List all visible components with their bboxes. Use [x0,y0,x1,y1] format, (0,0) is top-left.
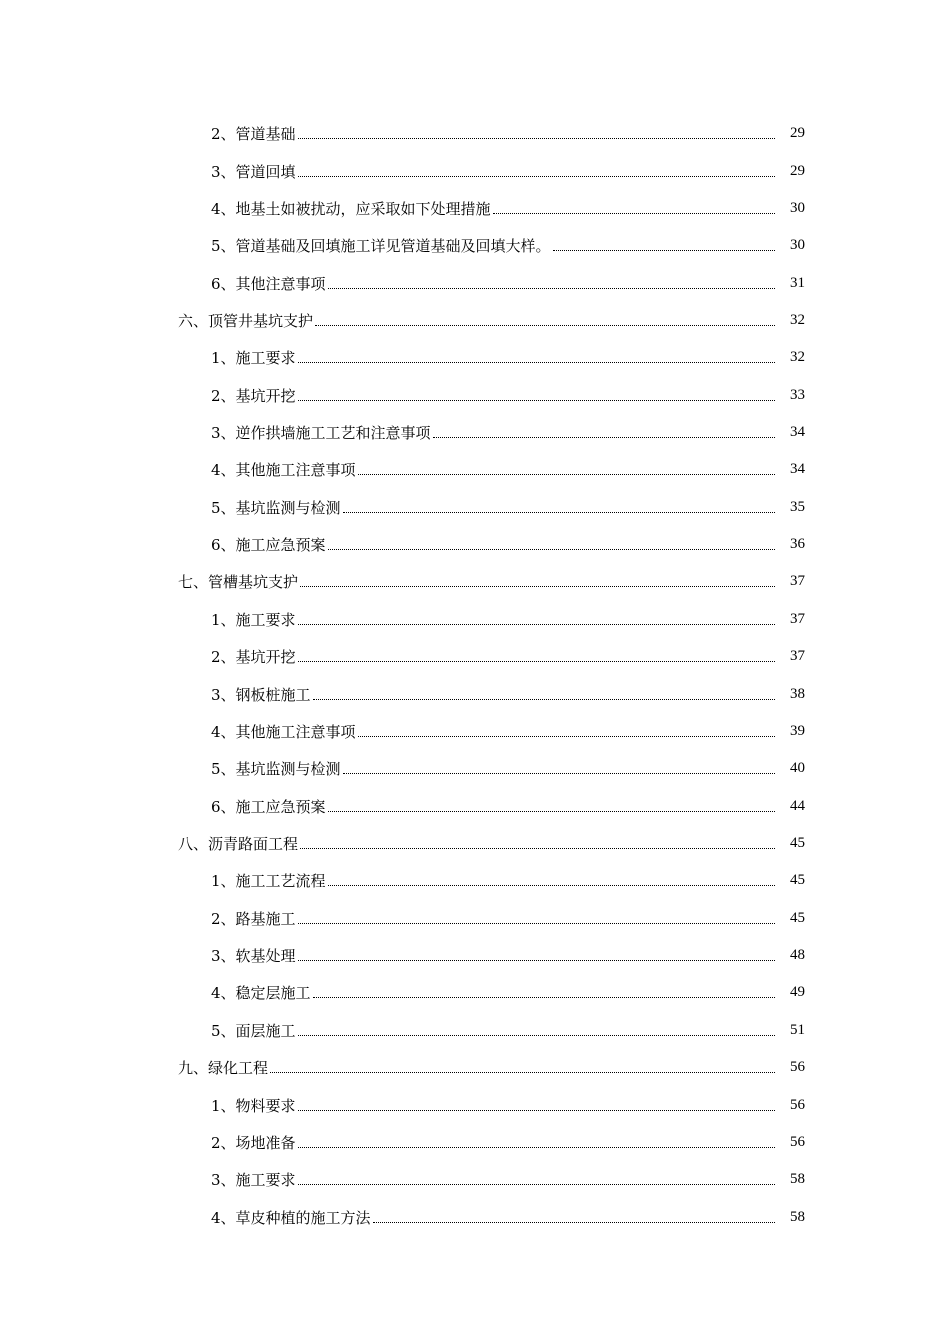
toc-subsection-entry[interactable] [0,675,950,712]
toc-subsection-entry[interactable] [0,1124,950,1161]
toc-entry-number: 6、 [211,274,236,293]
toc-dot-leader [343,512,775,513]
toc-subsection-entry[interactable] [0,750,950,787]
toc-entry-number: 1、 [211,1096,236,1115]
toc-subsection-entry[interactable] [0,862,950,899]
toc-page-number: 37 [790,610,805,627]
toc-dot-leader [315,325,775,326]
toc-subsection-entry[interactable] [0,1086,950,1123]
toc-page-number: 29 [790,125,805,142]
toc-entry-title: 基坑监测与检测 [235,760,341,779]
toc-entry-number: 1、 [211,349,236,368]
toc-page-number: 44 [790,797,805,814]
toc-entry-title: 其他施工注意事项 [235,722,356,741]
toc-subsection-entry[interactable] [0,713,950,750]
toc-page-number: 38 [790,685,805,702]
toc-subsection-entry[interactable] [0,264,950,301]
toc-entry-number: 3、 [211,162,236,181]
toc-entry-number: 5、 [211,237,236,256]
toc-dot-leader [328,288,775,289]
toc-dot-leader [298,362,775,363]
toc-page-number: 40 [790,760,805,777]
toc-entry-title: 管道基础 [235,125,296,144]
toc-entry-title: 地基土如被扰动，应采取如下处理措施 [235,199,491,218]
toc-entry-number: 八、 [178,835,209,853]
toc-page-number: 49 [790,984,805,1001]
toc-entry-title: 物料要求 [235,1096,296,1115]
toc-page-number: 29 [790,162,805,179]
toc-subsection-entry[interactable] [0,190,950,227]
toc-dot-leader [298,960,775,961]
toc-entry-number: 3、 [211,424,236,443]
toc-page-number: 45 [790,872,805,889]
toc-dot-leader [298,138,775,139]
toc-page-number: 31 [790,274,805,291]
toc-entry-title: 稳定层施工 [235,984,311,1003]
toc-dot-leader [358,474,775,475]
toc-page-number: 30 [790,199,805,216]
toc-entry-number: 4、 [211,199,236,218]
toc-entry-number: 4、 [211,461,236,480]
toc-dot-leader [298,400,775,401]
toc-entry-title: 其他施工注意事项 [235,461,356,480]
toc-entry-title: 基坑开挖 [235,648,296,667]
toc-page-number: 33 [790,386,805,403]
toc-entry-title: 施工要求 [235,610,296,629]
toc-entry-title: 软基处理 [235,947,296,966]
toc-dot-leader [373,1222,775,1223]
toc-subsection-entry[interactable] [0,787,950,824]
toc-entry-number: 2、 [211,909,236,928]
toc-subsection-entry[interactable] [0,974,950,1011]
toc-dot-leader [328,811,775,812]
toc-entry-title: 沥青路面工程 [208,835,299,853]
toc-page-number: 34 [790,461,805,478]
toc-entry-number: 6、 [211,797,236,816]
toc-entry-title: 施工要求 [235,1171,296,1190]
toc-subsection-entry[interactable] [0,152,950,189]
toc-entry-title: 草皮种植的施工方法 [235,1208,371,1227]
toc-subsection-entry[interactable] [0,1012,950,1049]
toc-entry-number: 2、 [211,125,236,144]
toc-section-entry[interactable] [0,563,950,600]
toc-subsection-entry[interactable] [0,339,950,376]
toc-dot-leader [298,1035,775,1036]
toc-entry-title: 施工应急预案 [235,536,326,555]
toc-entry-number: 3、 [211,947,236,966]
toc-page-number: 39 [790,722,805,739]
toc-page-number: 51 [790,1021,805,1038]
toc-dot-leader [328,885,775,886]
toc-entry-number: 1、 [211,610,236,629]
toc-entry-title: 管道基础及回填施工详见管道基础及回填大样。 [235,237,551,256]
toc-entry-number: 4、 [211,722,236,741]
toc-entry-number: 5、 [211,498,236,517]
toc-entry-title: 施工要求 [235,349,296,368]
toc-subsection-entry[interactable] [0,489,950,526]
toc-page-number: 45 [790,909,805,926]
toc-entry-title: 顶管井基坑支护 [208,311,314,330]
toc-page-number: 37 [790,648,805,665]
toc-dot-leader [298,923,775,924]
toc-page-number: 32 [790,349,805,366]
toc-entry-title: 其他注意事项 [235,274,326,293]
toc-dot-leader [298,1110,775,1111]
toc-entry-number: 2、 [211,1133,236,1152]
toc-dot-leader [300,848,775,849]
toc-dot-leader [313,699,775,700]
toc-page-number: 36 [790,536,805,553]
toc-entry-number: 九、 [178,1059,209,1078]
toc-entry-number: 4、 [211,984,236,1003]
toc-page-number: 58 [790,1171,805,1188]
toc-dot-leader [298,176,775,177]
toc-entry-number: 4、 [211,1208,236,1227]
toc-subsection-entry[interactable] [0,601,950,638]
toc-entry-number: 六、 [178,311,209,330]
toc-dot-leader [298,1184,775,1185]
toc-entry-title: 逆作拱墙施工工艺和注意事项 [235,424,431,443]
toc-dot-leader [300,586,775,587]
toc-entry-number: 5、 [211,1021,236,1040]
toc-page-number: 30 [790,237,805,254]
toc-dot-leader [298,624,775,625]
toc-section-entry[interactable] [0,825,950,862]
toc-entry-title: 面层施工 [235,1021,296,1040]
toc-dot-leader [270,1072,775,1073]
toc-subsection-entry[interactable] [0,115,950,152]
toc-subsection-entry[interactable] [0,638,950,675]
toc-entry-number: 3、 [211,685,236,704]
toc-entry-title: 施工工艺流程 [235,872,326,891]
toc-page-number: 37 [790,573,805,590]
toc-page-number: 48 [790,947,805,964]
toc-subsection-entry[interactable] [0,937,950,974]
toc-entry-title: 绿化工程 [208,1059,269,1078]
toc-dot-leader [328,549,775,550]
toc-entry-number: 2、 [211,386,236,405]
toc-dot-leader [493,213,775,214]
toc-entry-title: 场地准备 [235,1133,296,1152]
toc-entry-title: 管槽基坑支护 [208,573,299,592]
toc-entry-title: 钢板桩施工 [235,685,311,704]
toc-subsection-entry[interactable] [0,1161,950,1198]
toc-page-number: 35 [790,498,805,515]
toc-page-number: 58 [790,1208,805,1225]
toc-entry-number: 七、 [178,573,209,592]
toc-page-number: 32 [790,311,805,328]
toc-section-entry[interactable] [0,1049,950,1086]
toc-entry-number: 6、 [211,536,236,555]
table-of-contents [0,115,950,1236]
toc-dot-leader [298,1147,775,1148]
toc-subsection-entry[interactable] [0,526,950,563]
toc-subsection-entry[interactable] [0,377,950,414]
toc-entry-title: 施工应急预案 [235,797,326,816]
toc-entry-number: 3、 [211,1171,236,1190]
toc-section-entry[interactable] [0,302,950,339]
toc-page-number: 34 [790,424,805,441]
toc-dot-leader [343,773,775,774]
toc-subsection-entry[interactable] [0,414,950,451]
toc-dot-leader [298,661,775,662]
toc-page-number: 56 [790,1133,805,1150]
toc-entry-title: 管道回填 [235,162,296,181]
toc-dot-leader [553,250,775,251]
toc-entry-title: 路基施工 [235,909,296,928]
toc-entry-title: 基坑开挖 [235,386,296,405]
toc-entry-number: 5、 [211,760,236,779]
toc-subsection-entry[interactable] [0,451,950,488]
toc-subsection-entry[interactable] [0,900,950,937]
toc-dot-leader [313,997,775,998]
toc-page-number: 56 [790,1059,805,1076]
toc-dot-leader [433,437,775,438]
toc-page-number: 56 [790,1096,805,1113]
toc-entry-title: 基坑监测与检测 [235,498,341,517]
toc-dot-leader [358,736,775,737]
toc-page-number: 45 [790,835,805,851]
toc-subsection-entry[interactable] [0,1198,950,1235]
toc-entry-number: 1、 [211,872,236,891]
toc-subsection-entry[interactable] [0,227,950,264]
toc-entry-number: 2、 [211,648,236,667]
